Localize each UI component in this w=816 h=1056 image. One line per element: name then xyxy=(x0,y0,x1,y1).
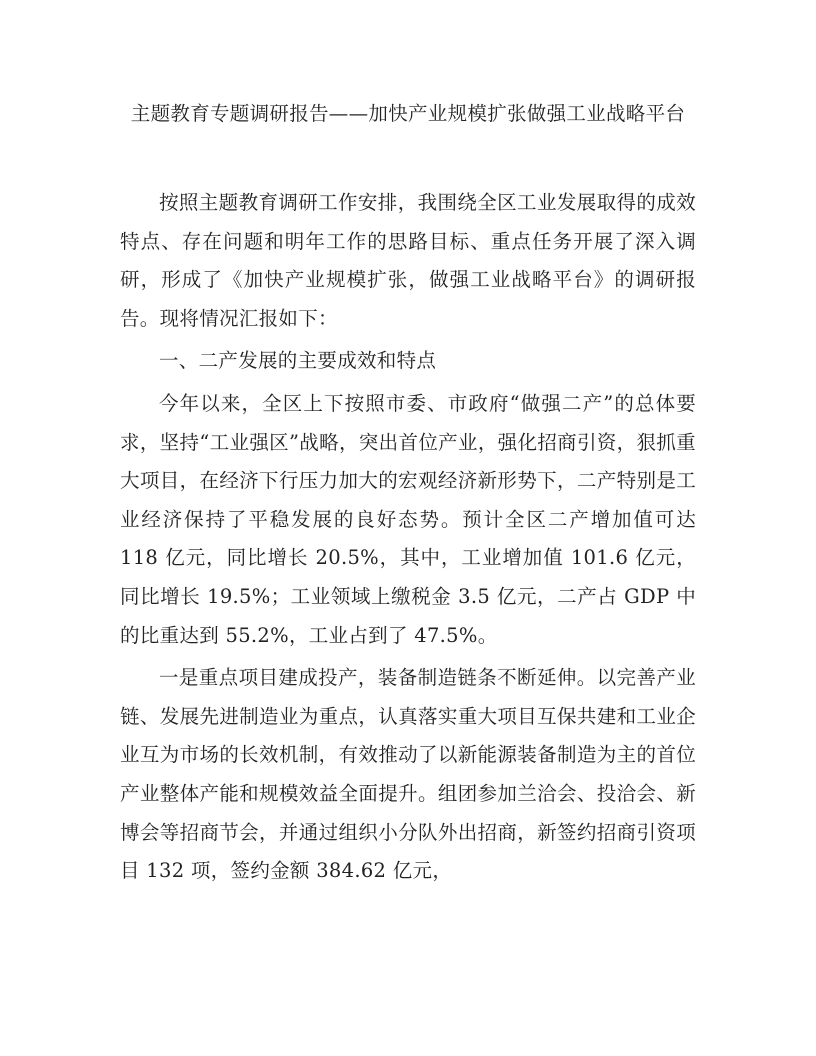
document-title: 主题教育专题调研报告——加快产业规模扩张做强工业战略平台 xyxy=(130,102,686,125)
paragraph-overview: 今年以来，全区上下按照市委、市政府“做强二产”的总体要求，坚持“工业强区”战略，突出首位产业，强化招商引资，狠抓重大项目，在经济下行压力加大的宏观经济新形势下，二产特别是工业经济保持了平稳发展的良好态势。预计全区二产增加值可达 118 亿元，同比增长 20.5%，其中，工业增加值 101.6 亿元，同比增长 19.5%；工业领域上缴税金 3.5 亿元，二产占 GDP 中的比重达到 55.2%，工业占到了 47.5%。 xyxy=(120,391,696,647)
document-body xyxy=(120,184,696,895)
paragraph-key-projects: 一是重点项目建成投产，装备制造链条不断延伸。以完善产业链、发展先进制造业为重点，认真落实重大项目互保共建和工业企业互为市场的长效机制，有效推动了以新能源装备制造为主的首位产业整体产能和规模效益全面提升。组团参加兰洽会、投洽会、新博会等招商节会，并通过组织小分队外出招商，新签约招商引资项目 132 项，签约金额 384.62 亿元， xyxy=(120,666,696,883)
section-heading-1: 一、二产发展的主要成效和特点 xyxy=(159,349,437,373)
paragraph-intro: 按照主题教育调研工作安排，我围绕全区工业发展取得的成效特点、存在问题和明年工作的思路目标、重点任务开展了深入调研，形成了《加快产业规模扩张，做强工业战略平台》的调研报告。现将情况汇报如下： xyxy=(120,191,696,330)
